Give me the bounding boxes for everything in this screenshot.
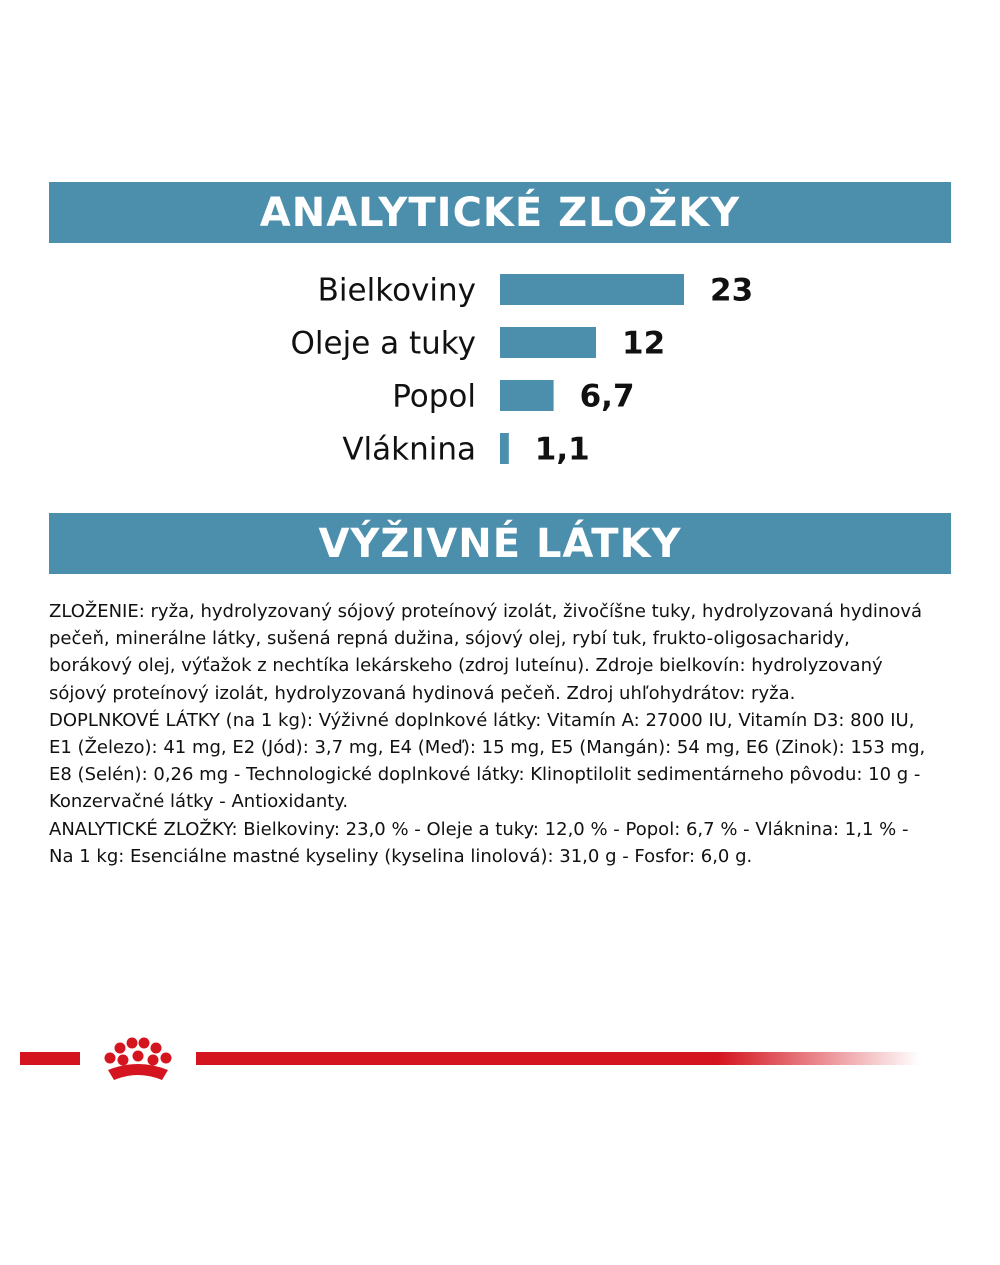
bar [500, 380, 554, 411]
bar [500, 327, 596, 358]
category-label: Vláknina [342, 431, 476, 468]
value-label: 6,7 [579, 378, 635, 415]
category-label: Oleje a tuky [290, 325, 476, 362]
bar [500, 274, 684, 305]
nutrients-title: VÝŽIVNÉ LÁTKY [318, 520, 682, 567]
analytic-components-banner [49, 182, 951, 243]
royal-canin-crown-icon [105, 1038, 172, 1081]
composition-text: ZLOŽENIE: ryža, hydrolyzovaný sójový proteínový izolát, živočíšne tuky, hydrolyzovaná hydinová pečeň, minerálne látky, sušená repná dužina, sójový olej, rybí tuk, frukto-oligosacharidy, borákový olej, výťažok z nechtíka lekárskeho (zdroj luteínu). Zdroje bielkovín: hydrolyzovaný sójový proteínový izolát, hydrolyzovaná hydinová pečeň. Zdroj uhľohydrátov: ryža. DOPLNKOVÉ LÁTKY (na 1 kg): Výživné doplnkové látky: Vitamín A: 27000 IU, Vitamín D3: 800 IU, E1 (Železo): 41 mg, E2 (Jód): 3,7 mg, E4 (Meď): 15 mg, E5 (Mangán): 54 mg, E6 (Zinok): 153 mg, E8 (Selén): 0,26 mg - Technologické doplnkové látky: Klinoptilolit sedimentárneho pôvodu: 10 g - Konzervačné látky - Antioxidanty. ANALYTICKÉ ZLOŽKY: Bielkoviny: 23,0 % - Oleje a tuky: 12,0 % - Popol: 6,7 % - Vláknina: 1,1 % - Na 1 kg: Esenciálne mastné kyseliny (kyselina linolová): 31,0 g - Fosfor: 6,0 g. [49, 601, 926, 867]
value-label: 12 [622, 325, 666, 362]
analytic-components-title: ANALYTICKÉ ZLOŽKY [259, 189, 741, 236]
nutrients-banner [49, 513, 951, 574]
category-label: Popol [392, 378, 476, 415]
value-label: 1,1 [534, 431, 590, 468]
analytic-components-chart [0, 262, 1000, 477]
bar [500, 433, 509, 464]
value-label: 23 [710, 272, 754, 309]
brand-line-left [20, 1052, 80, 1065]
royal-canin-logo [20, 1030, 920, 1090]
category-label: Bielkoviny [317, 272, 476, 309]
brand-line-right [196, 1052, 920, 1065]
